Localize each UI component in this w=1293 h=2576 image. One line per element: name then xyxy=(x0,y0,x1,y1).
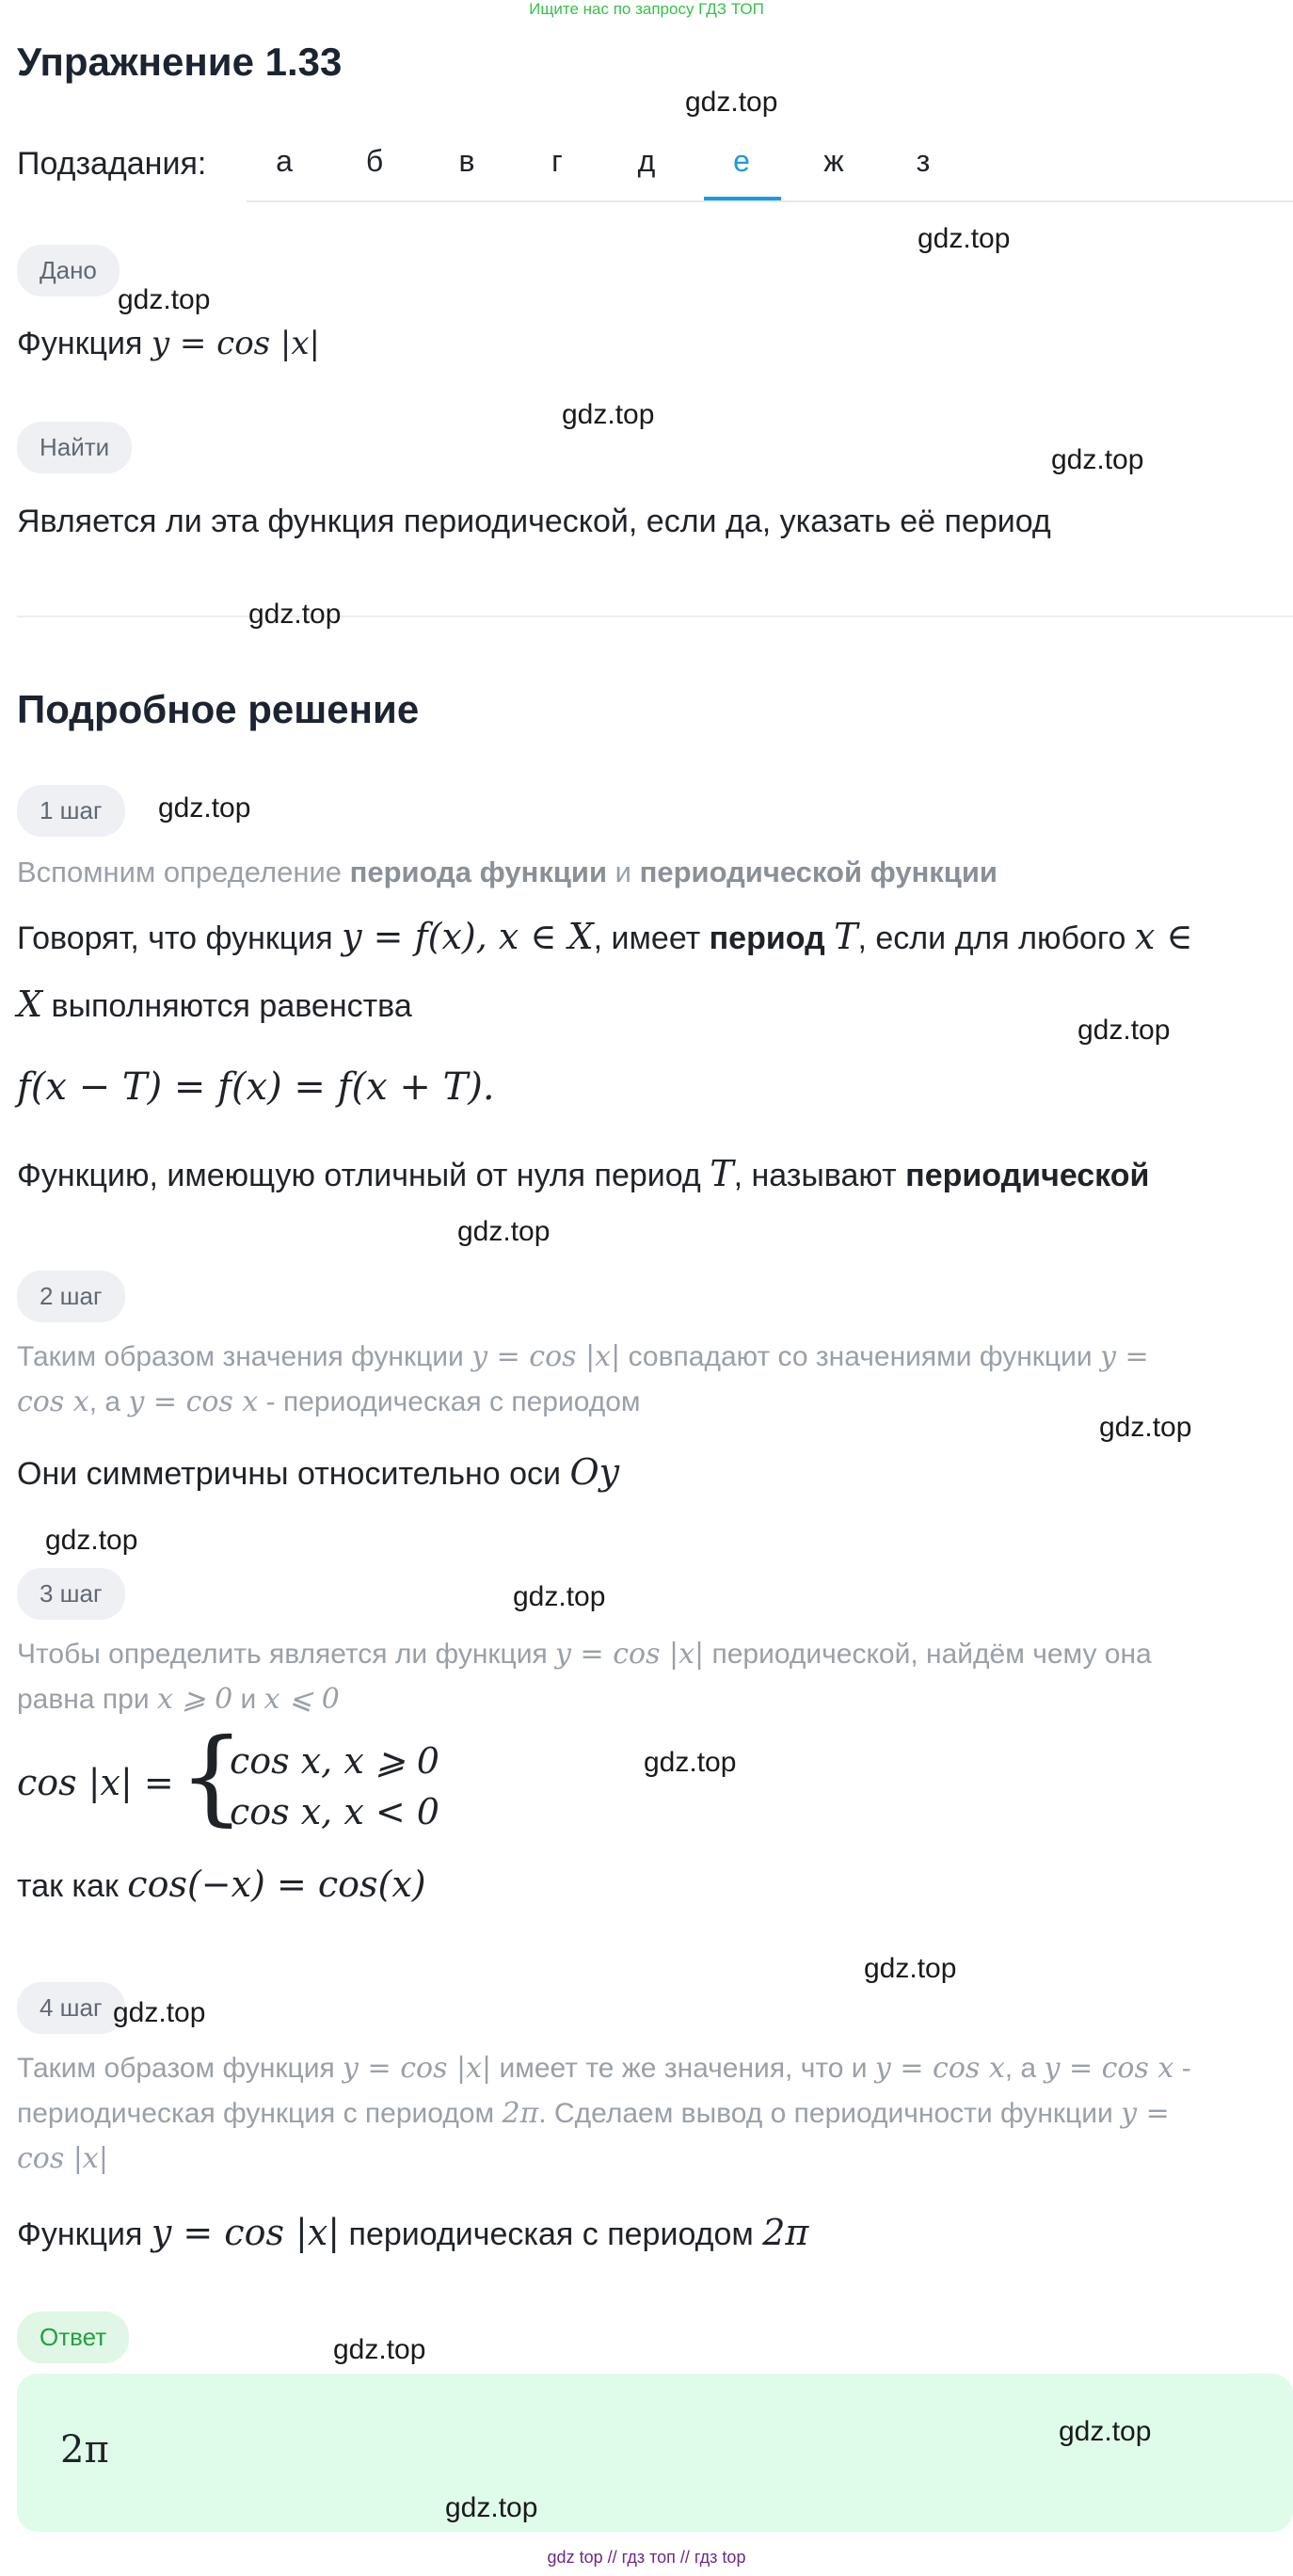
answer-box xyxy=(17,2374,1293,2532)
step-4-chip: 4 шаг xyxy=(17,1982,125,2034)
step-4-hint-f2: y = cos x xyxy=(874,2052,1005,2085)
step-1-line1-b: , имеет xyxy=(593,920,701,956)
watermark: gdz.top xyxy=(685,87,778,118)
step-1-line2-text: выполняются равенства xyxy=(51,988,412,1024)
watermark: gdz.top xyxy=(1059,2416,1152,2447)
step-3-cases xyxy=(230,1736,439,1837)
step-1-equation: f(x − T) = f(x) = f(x + T). xyxy=(17,1065,495,1109)
step-3-hint-a: Чтобы определить является ли функция xyxy=(17,1639,548,1670)
step-3-case-1: cos x, x ⩾ 0 xyxy=(230,1740,439,1782)
step-3-hint-b: периодической, найдём чему она xyxy=(711,1639,1152,1670)
step-4-hint xyxy=(17,2046,1283,2182)
watermark: gdz.top xyxy=(118,284,211,315)
step-3-cases-lhs: cos |x| = xyxy=(17,1762,174,1803)
step-1-line1 xyxy=(17,916,1192,957)
watermark: gdz.top xyxy=(562,399,655,430)
step-2-hint-f2a: y = xyxy=(1099,1340,1149,1373)
watermark: gdz.top xyxy=(513,1581,606,1612)
watermark: gdz.top xyxy=(45,1525,138,1556)
step-1-line3 xyxy=(17,1153,1149,1194)
step-1-line3-bold: периодической xyxy=(905,1158,1150,1193)
answer-chip: Ответ xyxy=(17,2312,129,2363)
step-4-hint-f1: y = cos |x| xyxy=(343,2052,492,2085)
given-prefix: Функция xyxy=(17,326,143,361)
step-3-hint-f2: x ⩾ 0 xyxy=(156,1683,233,1716)
step-1-line3-T: T xyxy=(710,1153,734,1194)
cases-brace: { xyxy=(179,1716,245,1836)
watermark: gdz.top xyxy=(445,2492,538,2523)
step-2-hint-f2b: cos x xyxy=(17,1385,89,1418)
step-4-result-a: Функция xyxy=(17,2216,143,2252)
watermark: gdz.top xyxy=(1078,1015,1171,1046)
step-1-line2 xyxy=(17,984,412,1025)
given-formula: y = cos |x| xyxy=(151,325,321,362)
tab-v[interactable]: в xyxy=(458,144,475,178)
step-1-hint-and: и xyxy=(615,856,631,888)
watermark: gdz.top xyxy=(113,1997,206,2028)
step-1-line3-a: Функцию, имеющую отличный от нуля период xyxy=(17,1158,701,1193)
step-3-hint-c: равна при xyxy=(17,1684,150,1715)
step-1-hint-bold1: периода функции xyxy=(349,856,608,888)
step-4-result xyxy=(17,2212,808,2253)
given-line xyxy=(17,325,320,362)
find-text: Является ли эта функция периодической, если да, указать её период xyxy=(17,504,1051,539)
subtasks-label: Подзадания: xyxy=(17,146,207,182)
step-2-text xyxy=(17,1451,619,1493)
step-3-hint-f1: y = cos |x| xyxy=(555,1638,705,1671)
tab-zh[interactable]: ж xyxy=(823,144,844,178)
find-chip: Найти xyxy=(17,422,132,473)
step-1-line2-X: X xyxy=(17,984,43,1025)
step-4-result-b: периодическая с периодом xyxy=(348,2216,754,2252)
footer-links[interactable]: gdz top // гдз топ // гдз top xyxy=(547,2548,746,2567)
promo-banner[interactable]: Ищите нас по запросу ГДЗ ТОП xyxy=(529,0,764,18)
subtask-tabs xyxy=(247,136,1293,202)
step-3-hint xyxy=(17,1632,1278,1722)
step-4-result-f: y = cos |x| xyxy=(151,2212,341,2253)
step-4-hint-c: , а xyxy=(1004,2053,1037,2084)
step-3-case-2: cos x, x < 0 xyxy=(230,1791,439,1832)
step-1-line1-c: , если для любого xyxy=(857,920,1126,956)
step-1-hint-prefix: Вспомним определение xyxy=(17,856,343,888)
step-3-hint-f3: x ⩽ 0 xyxy=(263,1683,340,1716)
step-2-hint-d: - периодическая с периодом xyxy=(265,1386,641,1417)
tab-g[interactable]: г xyxy=(551,144,563,178)
step-1-line1-T: T xyxy=(834,916,858,957)
step-1-line3-b: , называют xyxy=(733,1158,897,1193)
watermark: gdz.top xyxy=(918,223,1011,254)
watermark: gdz.top xyxy=(158,792,251,824)
step-3-chip: 3 шаг xyxy=(17,1568,125,1620)
given-chip: Дано xyxy=(17,245,120,296)
watermark: gdz.top xyxy=(1099,1412,1192,1443)
step-4-hint-a: Таким образом функция xyxy=(17,2053,335,2084)
tab-d[interactable]: д xyxy=(637,144,656,178)
step-4-hint-f4: 2π xyxy=(502,2097,539,2130)
step-3-note-a: так как xyxy=(17,1868,119,1904)
step-2-hint xyxy=(17,1335,1278,1425)
step-1-line1-a: Говорят, что функция xyxy=(17,920,333,956)
step-1-line1-bold: период xyxy=(709,920,825,956)
step-4-hint-b: имеет те же значения, что и xyxy=(499,2053,868,2084)
tab-z[interactable]: з xyxy=(916,144,931,178)
step-4-result-p: 2π xyxy=(762,2212,809,2253)
step-1-chip: 1 шаг xyxy=(17,785,125,837)
step-3-note xyxy=(17,1864,426,1905)
page-title: Упражнение 1.33 xyxy=(17,40,343,84)
active-tab-indicator xyxy=(704,197,781,200)
watermark: gdz.top xyxy=(457,1216,551,1247)
watermark: gdz.top xyxy=(644,1747,737,1778)
step-2-hint-a: Таким образом значения функции xyxy=(17,1341,464,1372)
step-1-line1-x: x ∈ xyxy=(1134,916,1193,957)
step-4-hint-d: - xyxy=(1181,2053,1191,2084)
step-3-hint-and: и xyxy=(240,1684,257,1715)
solution-title: Подробное решение xyxy=(17,687,420,731)
watermark: gdz.top xyxy=(333,2334,426,2365)
step-4-hint-f5b: cos |x| xyxy=(17,2142,108,2175)
step-3-note-f: cos(−x) = cos(x) xyxy=(127,1864,426,1905)
watermark: gdz.top xyxy=(1051,444,1144,475)
step-4-hint-f3: y = cos x xyxy=(1044,2052,1174,2085)
step-4-hint-e: периодическая функция с периодом xyxy=(17,2098,495,2129)
watermark: gdz.top xyxy=(864,1953,957,1984)
step-2-text-a: Они симметричны относительно оси xyxy=(17,1456,561,1492)
step-2-hint-f3: y = cos x xyxy=(128,1385,259,1418)
tab-e[interactable]: е xyxy=(733,144,750,178)
tab-a[interactable]: а xyxy=(276,144,293,178)
step-2-chip: 2 шаг xyxy=(17,1271,125,1322)
step-2-hint-b: совпадают со значениями функции xyxy=(628,1341,1093,1372)
step-2-axis: Oy xyxy=(569,1451,620,1493)
step-1-hint-bold2: периодической функции xyxy=(639,856,998,888)
step-4-hint-f5a: y = xyxy=(1121,2097,1170,2130)
divider xyxy=(17,616,1293,617)
step-1-line1-f: y = f(x), x ∈ X xyxy=(342,916,594,957)
tab-b[interactable]: б xyxy=(365,144,384,178)
step-2-hint-f1: y = cos |x| xyxy=(471,1340,621,1373)
step-2-hint-c: , а xyxy=(88,1386,121,1417)
step-4-hint-g: . Сделаем вывод о периодичности функции xyxy=(538,2098,1113,2129)
step-1-hint xyxy=(17,850,998,895)
answer-value: 2π xyxy=(60,2428,109,2472)
watermark: gdz.top xyxy=(248,599,342,630)
